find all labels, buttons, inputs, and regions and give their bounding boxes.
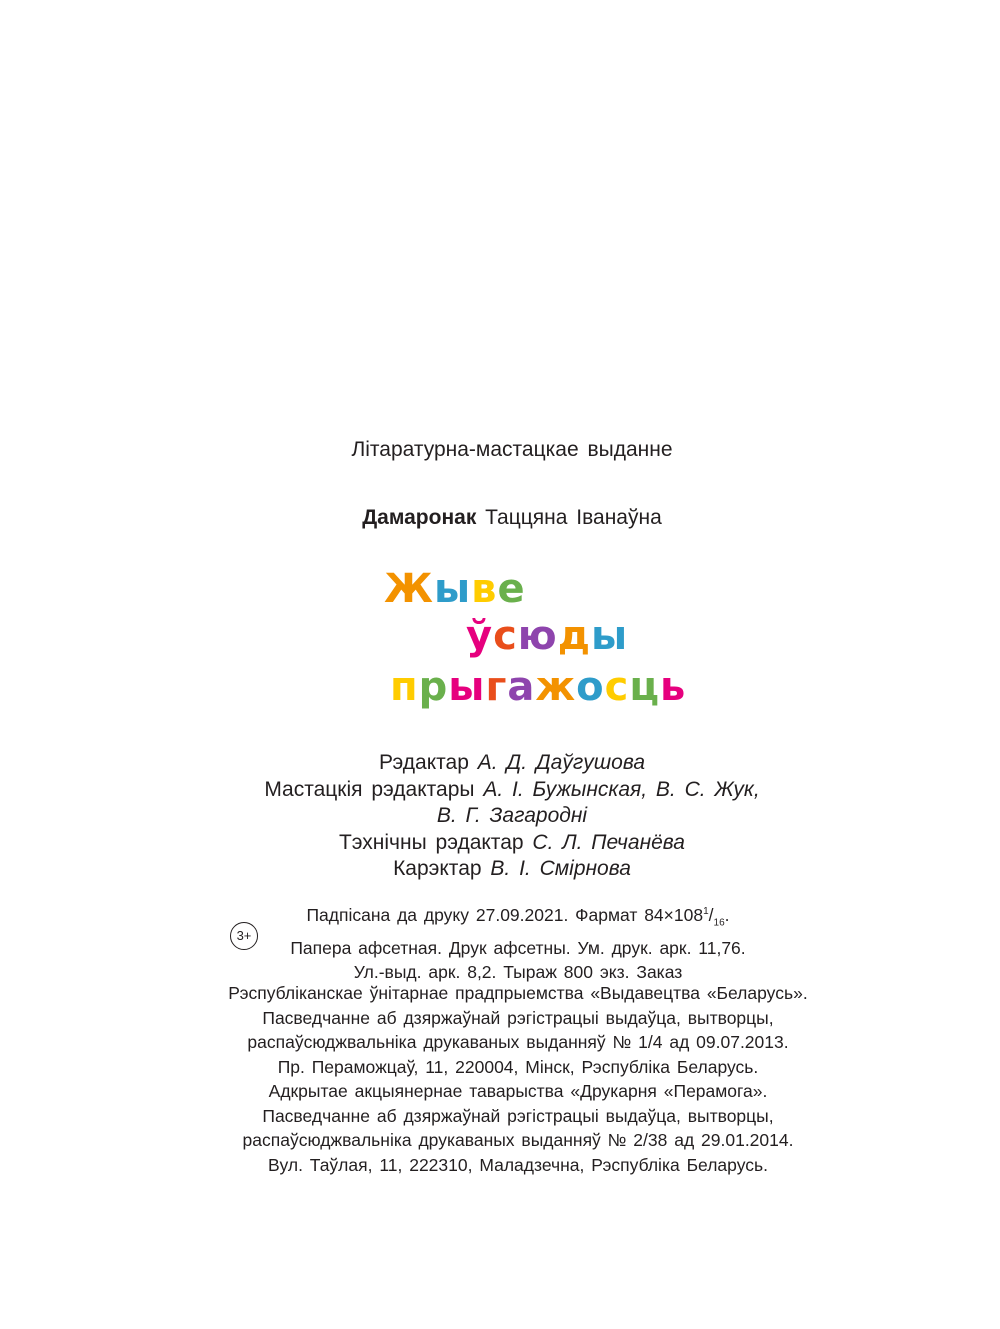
publisher-block (0, 981, 1000, 1079)
format-denominator: 16 (713, 917, 725, 929)
format-slash: / (708, 904, 714, 925)
author-surname: Дамаронак (362, 506, 477, 529)
format-period: . (724, 904, 730, 925)
title-letter: г (485, 664, 508, 710)
publisher-line-4: Пр. Пераможцаў, 11, 220004, Мінск, Рэспубліка Беларусь. (277, 1056, 759, 1077)
printer-line-1: Адкрытае акцыянернае таварыства «Друкарня «Перамога». (268, 1081, 768, 1101)
printer-line-2: Пасведчанне аб дзяржаўнай рэгістрацыі выдаўца, вытворцы, (262, 1105, 774, 1126)
tech-editor-name: С. Л. Печанёва (532, 830, 685, 854)
publisher-line-3: распаўсюджвальніка друкаваных выданняў № 1/4 ад 09.07.2013. (247, 1032, 789, 1052)
art-editors-credit-cont (0, 803, 1000, 830)
book-title-art (384, 566, 687, 716)
title-line-2 (466, 613, 628, 659)
printer-block (0, 1079, 1000, 1177)
author-name (0, 506, 1000, 530)
title-letter: с (493, 613, 518, 659)
genre-label: Літаратурна-мастацкае выданне (351, 438, 673, 461)
title-letter: а (507, 664, 536, 710)
title-letter: ы (448, 664, 486, 710)
title-letter: Ж (384, 566, 434, 612)
art-editors-names-2: В. Г. Загародні (436, 804, 588, 827)
title-letter: е (497, 566, 526, 612)
print-info-line-1 (0, 900, 1000, 936)
printer-line-4: Вул. Таўлая, 11, 222310, Маладзечна, Рэспубліка Беларусь. (268, 1154, 768, 1175)
title-letter: ь (660, 664, 687, 710)
title-letter: ю (517, 613, 558, 659)
print-info-line-3: Ул.-выд. арк. 8,2. Тыраж 800 экз. Заказ (353, 962, 683, 983)
proofreader-label: Карэктар (393, 857, 482, 880)
print-info-line-2: Папера афсетная. Друк афсетны. Ум. друк. арк. 11,76. (290, 937, 746, 958)
title-letter: о (576, 664, 605, 710)
title-letter: ы (591, 613, 629, 659)
title-letter: с (604, 664, 630, 710)
printer-line-3: распаўсюджвальніка друкаваных выданняў № 2/38 ад 29.01.2014. (242, 1130, 794, 1150)
title-letter: ў (466, 613, 494, 659)
title-letter: ы (433, 566, 472, 612)
proofreader-credit (0, 856, 1000, 883)
tech-editor-label: Тэхнічны рэдактар (338, 830, 524, 854)
art-editors-names: А. І. Бужынская, В. С. Жук, (483, 777, 760, 801)
publisher-line-1: Рэспубліканскае ўнітарнае прадпрыемства «Выдавецтва «Беларусь». (228, 983, 808, 1003)
proofreader-name: В. І. Смірнова (490, 857, 631, 880)
age-rating-badge: 3+ (230, 922, 258, 950)
format-numerator: 1 (703, 906, 709, 917)
title-letter: п (390, 664, 419, 710)
art-editors-label: Мастацкія рэдактары (264, 777, 475, 801)
title-letter: в (471, 566, 498, 612)
title-line-1 (384, 566, 526, 612)
author-given-names: Таццяна Іванаўна (485, 506, 662, 529)
editor-name: А. Д. Даўгушова (477, 751, 645, 774)
title-letter: ж (535, 664, 577, 710)
editor-label: Рэдактар (379, 751, 469, 774)
title-letter: р (418, 664, 449, 710)
print-info-block (0, 900, 1000, 985)
credits-block (0, 750, 1000, 883)
art-editors-credit (0, 777, 1000, 804)
title-line-3 (390, 664, 686, 710)
title-letter: д (557, 613, 591, 659)
print-info-format: Падпісана да друку 27.09.2021. Фармат 84×108 (306, 904, 704, 925)
tech-editor-credit (0, 830, 1000, 857)
title-letter: ц (629, 664, 661, 710)
publisher-line-2: Пасведчанне аб дзяржаўнай рэгістрацыі выдаўца, вытворцы, (262, 1007, 774, 1028)
editor-credit (0, 750, 1000, 777)
